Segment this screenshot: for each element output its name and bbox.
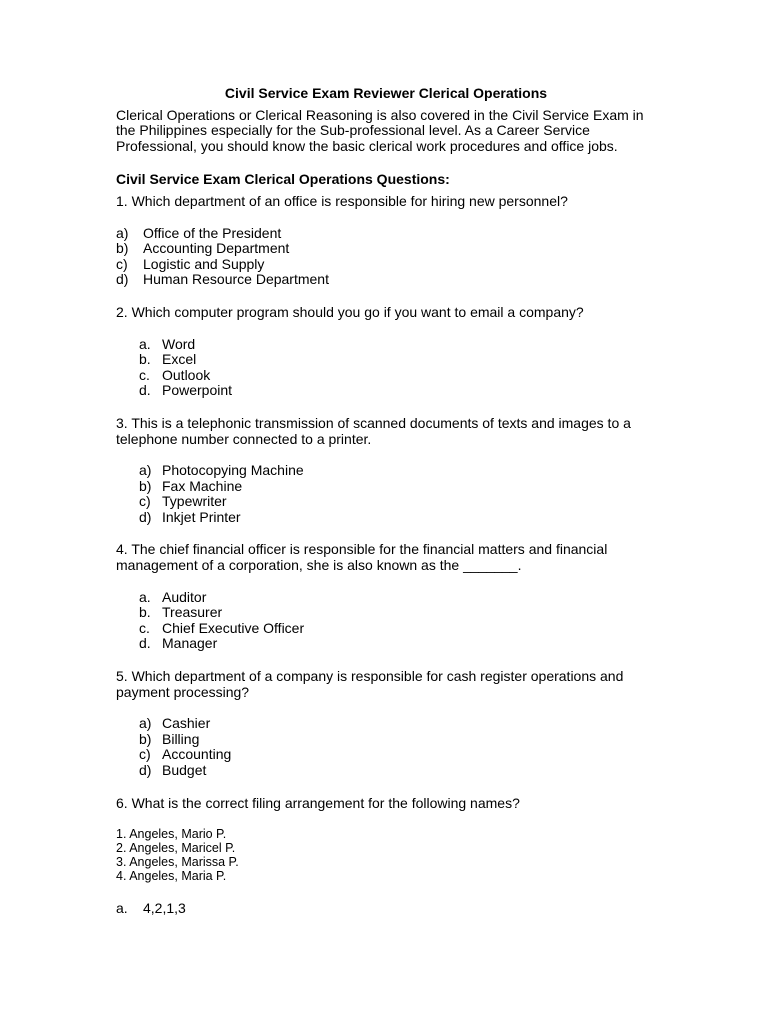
option-marker: d) xyxy=(139,762,152,778)
option-item xyxy=(116,463,656,479)
option-item xyxy=(116,901,656,917)
option-item xyxy=(116,732,656,748)
option-item xyxy=(116,272,656,288)
option-text: Chief Executive Officer xyxy=(162,619,305,636)
option-text: Powerpoint xyxy=(162,382,233,399)
option-text: Accounting Department xyxy=(143,240,290,257)
name-item: 1. Angeles, Mario P. xyxy=(116,827,227,842)
option-text: 4,2,1,3 xyxy=(143,900,186,917)
option-item xyxy=(116,716,656,732)
name-item: 2. Angeles, Maricel P. xyxy=(116,841,236,856)
names-list xyxy=(116,827,656,883)
option-marker: b. xyxy=(139,351,151,368)
question-5: 5. Which department of a company is responsible for cash register operations and payment processing? xyxy=(116,668,624,700)
option-marker: b) xyxy=(139,477,152,494)
option-text: Excel xyxy=(162,351,197,368)
option-item xyxy=(116,494,656,510)
option-text: Human Resource Department xyxy=(143,271,329,288)
option-marker: a) xyxy=(116,224,129,241)
option-marker: d. xyxy=(139,382,151,399)
option-text: Treasurer xyxy=(162,604,223,621)
option-text: Photocopying Machine xyxy=(162,462,304,479)
option-marker: c) xyxy=(139,493,151,510)
section-heading: Civil Service Exam Clerical Operations Questions: xyxy=(116,171,450,188)
option-marker: a. xyxy=(139,335,151,352)
option-item xyxy=(116,383,656,399)
option-text: Billing xyxy=(162,730,200,747)
option-item xyxy=(116,747,656,763)
option-item xyxy=(116,621,656,637)
question-5-options xyxy=(116,716,656,778)
option-text: Outlook xyxy=(162,366,211,383)
option-item xyxy=(116,763,656,779)
page-title: Civil Service Exam Reviewer Clerical Operations xyxy=(224,85,548,101)
option-marker: b. xyxy=(139,604,151,621)
option-marker: a. xyxy=(116,900,128,917)
option-text: Word xyxy=(162,335,196,352)
option-marker: a) xyxy=(139,462,152,479)
question-3-options xyxy=(116,463,656,525)
option-marker: a) xyxy=(139,715,152,732)
option-marker: d) xyxy=(139,508,152,525)
option-item xyxy=(116,479,656,495)
option-marker: c. xyxy=(139,366,150,383)
name-item: 4. Angeles, Maria P. xyxy=(116,869,227,884)
intro-paragraph: Clerical Operations or Clerical Reasoning is also covered in the Civil Service Exam in the Philippines especially for the Sub-professional level. As a Career Service Professional, you should know the basic clerical work procedures and office jobs. xyxy=(116,106,644,154)
question-6: 6. What is the correct filing arrangement for the following names? xyxy=(116,794,520,811)
question-2-options xyxy=(116,337,656,399)
option-text: Manager xyxy=(162,635,218,652)
option-item xyxy=(116,510,656,526)
question-2: 2. Which computer program should you go if you want to email a company? xyxy=(116,303,584,320)
option-text: Inkjet Printer xyxy=(162,508,241,525)
option-marker: c. xyxy=(139,619,150,636)
option-text: Typewriter xyxy=(162,493,227,510)
name-item: 3. Angeles, Marissa P. xyxy=(116,855,239,870)
option-text: Logistic and Supply xyxy=(143,255,265,272)
option-text: Auditor xyxy=(162,588,207,605)
option-text: Accounting xyxy=(162,746,232,763)
option-item xyxy=(116,352,656,368)
option-item xyxy=(116,605,656,621)
option-marker: d. xyxy=(139,635,151,652)
option-item xyxy=(116,590,656,606)
option-item xyxy=(116,257,656,273)
option-text: Budget xyxy=(162,762,207,778)
question-3: 3. This is a telephonic transmission of scanned documents of texts and images to a telephone number connected to a printer. xyxy=(116,414,631,447)
option-text: Cashier xyxy=(162,715,211,732)
option-item xyxy=(116,241,656,257)
option-marker: b) xyxy=(116,240,129,257)
option-marker: b) xyxy=(139,730,152,747)
option-item xyxy=(116,337,656,353)
option-marker: d) xyxy=(116,271,129,288)
option-marker: c) xyxy=(116,255,128,272)
option-text: Fax Machine xyxy=(162,477,243,494)
document-page xyxy=(116,86,656,917)
option-item xyxy=(116,636,656,652)
question-4: 4. The chief financial officer is responsible for the financial matters and financial management of a corporation, she is also known as the _______. xyxy=(116,541,608,574)
question-4-options xyxy=(116,590,656,652)
option-marker: c) xyxy=(139,746,151,763)
option-item xyxy=(116,226,656,242)
option-marker: a. xyxy=(139,588,151,605)
option-text: Office of the President xyxy=(143,224,282,241)
option-item xyxy=(116,368,656,384)
question-1: 1. Which department of an office is responsible for hiring new personnel? xyxy=(116,192,568,209)
question-1-options xyxy=(116,226,656,288)
